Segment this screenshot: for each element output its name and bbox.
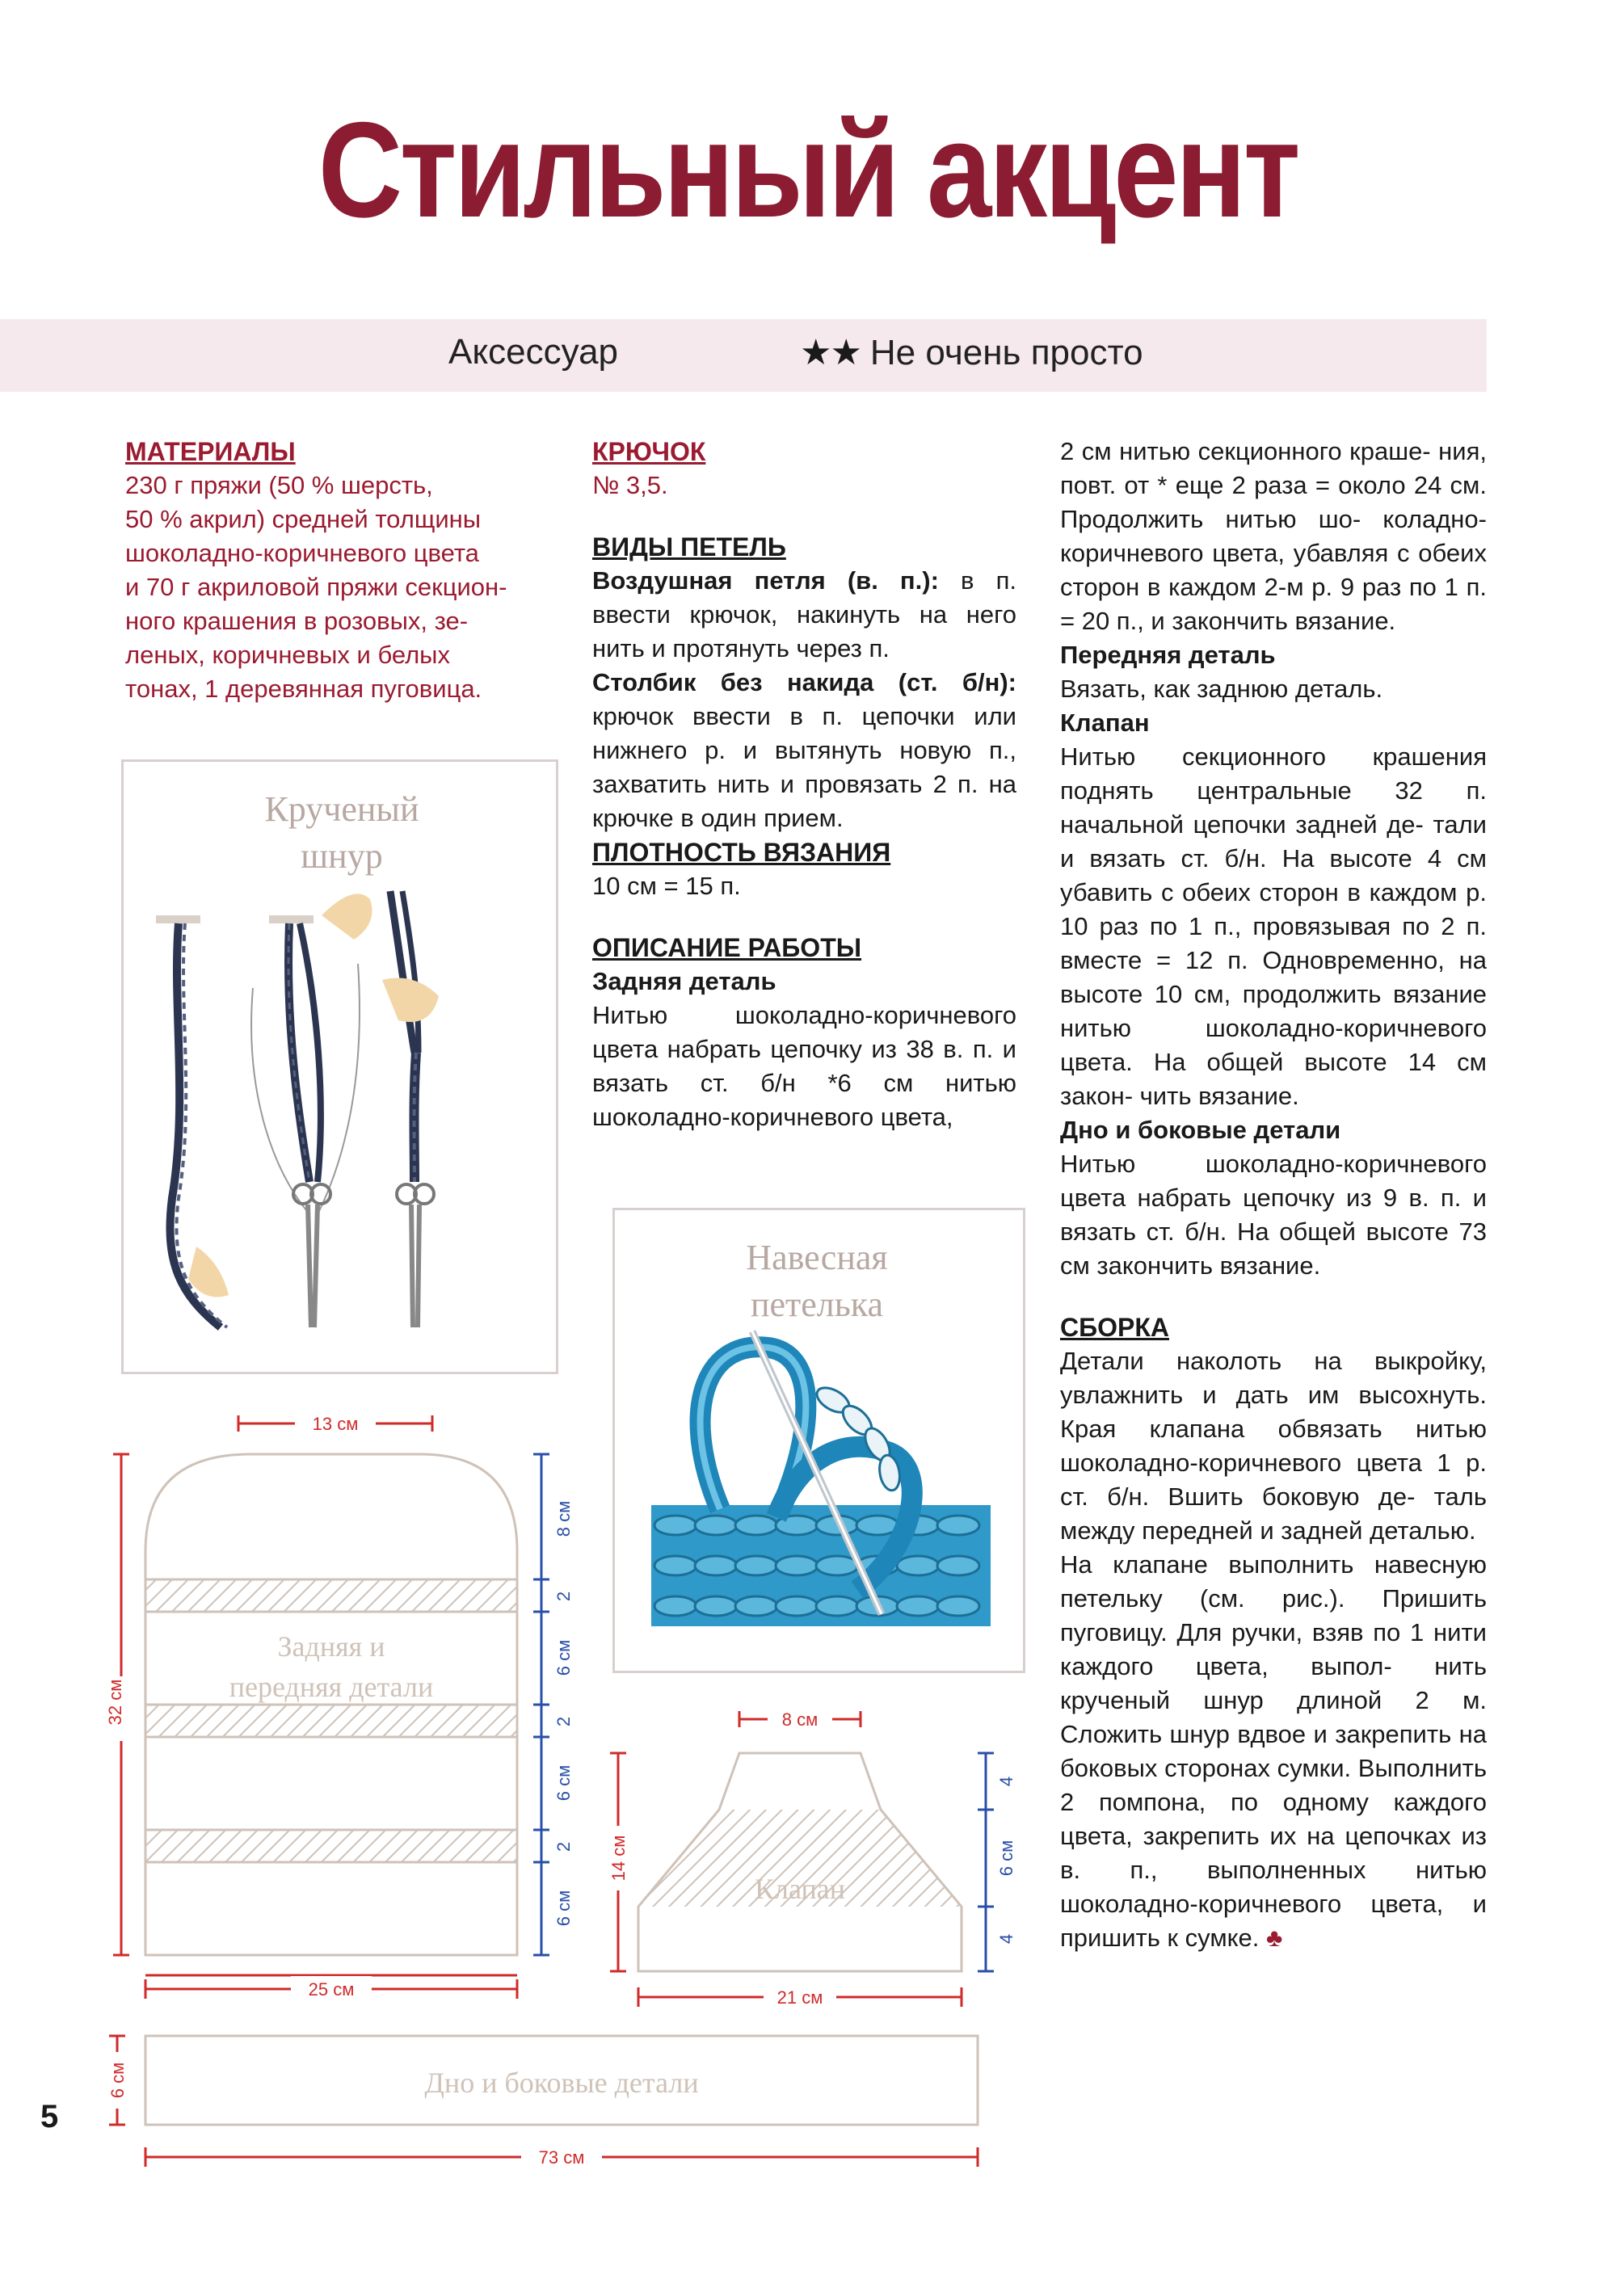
- materials-line: тонах, 1 деревянная пуговица.: [125, 675, 482, 703]
- chain-stitch-text: в п. ввести крючок, накинуть на него нить и протянуть через п.: [592, 566, 1016, 662]
- twisted-cord-illustration: [124, 762, 556, 1372]
- flap-segment-label: 4: [996, 1776, 1016, 1787]
- flap-label: Клапан: [755, 1873, 845, 1905]
- front-part-title: Передняя деталь: [1060, 641, 1276, 669]
- chain-stitch-desc: [592, 564, 1016, 666]
- back-front-schematic: [97, 1398, 614, 1979]
- bottom-text: Нитью шоколадно-коричневого цвета набрать цепочку из 9 в. п. и вязать ст. б/н. На общей высоте 73 см закончить вязание.: [1060, 1150, 1487, 1280]
- main-bottom-width-label: 25 см: [308, 1979, 355, 2000]
- loop-label-line: Навесная: [746, 1238, 888, 1277]
- instructions-column-3: [1060, 435, 1487, 1955]
- sc-stitch-title: Столбик без накида (ст. б/н):: [592, 668, 1016, 696]
- assembly-heading: СБОРКА: [1060, 1313, 1169, 1342]
- star-icon: ★★: [800, 333, 861, 372]
- bottom-title: Дно и боковые детали: [1060, 1116, 1341, 1144]
- flap-segment-label: 6 см: [996, 1840, 1016, 1877]
- end-mark-icon: ♣: [1266, 1924, 1283, 1952]
- assembly-text-1: Детали наколоть на выкройку, увлажнить и дать им высохнуть. Края клапана обвязать нитью шоколадно-коричневого цвета 1 р. ст. б/н. Вшить боковую де- таль между передней и задней деталью.: [1060, 1347, 1487, 1545]
- materials-heading: МАТЕРИАЛЫ: [125, 437, 296, 466]
- difficulty-text: Не очень просто: [869, 333, 1143, 372]
- flap-bottom-width-label: 21 см: [776, 1987, 823, 2008]
- main-segment-label: 6 см: [553, 1639, 574, 1676]
- main-bottom-dimension: [97, 1971, 614, 2012]
- difficulty-label: [800, 332, 1143, 373]
- page-number: 5: [40, 2099, 59, 2134]
- materials-line: и 70 г акриловой пряжи секцион-: [125, 573, 507, 601]
- gauge-value: 10 см = 15 п.: [592, 872, 741, 900]
- materials-line: леных, коричневых и белых: [125, 641, 450, 669]
- flap-text: Нитью секционного крашения поднять центральные 32 п. начальной цепочки задней де- тали и вязать ст. б/н. На высоте 4 см убавить с обеих сторон в каждом р. 10 раз по 1 п., провязывая по 2 п. вместе = 12 п. Одновременно, на высоте 10 см, продолжить вязание нитью шоколадно-коричневого цвета. На общей высоте 14 см закон- чить вязание.: [1060, 742, 1487, 1110]
- stitches-heading: ВИДЫ ПЕТЕЛЬ: [592, 532, 786, 561]
- main-part-label: Задняя и: [277, 1630, 385, 1663]
- strip-label: Дно и боковые детали: [424, 2067, 699, 2099]
- strip-width-label: 73 см: [538, 2147, 585, 2168]
- hanging-loop-figure: [612, 1208, 1025, 1673]
- bottom-strip-schematic: [97, 2020, 1002, 2181]
- main-segment-label: 2: [553, 1716, 574, 1727]
- category-band: [0, 319, 1487, 392]
- back-part-text: Нитью шоколадно-коричневого цвета набрать цепочку из 38 в. п. и вязать ст. б/н *6 см нитью шоколадно-коричневого цвета,: [592, 1001, 1016, 1131]
- main-top-width-label: 13 см: [312, 1414, 359, 1434]
- flap-segment-label: 4: [996, 1933, 1016, 1945]
- twisted-cord-figure: [121, 759, 558, 1374]
- flap-height-label: 14 см: [608, 1835, 629, 1882]
- flap-title: Клапан: [1060, 709, 1150, 737]
- materials-text: [125, 469, 553, 706]
- back-part-title: Задняя деталь: [592, 967, 776, 995]
- loop-label-line: петелька: [750, 1285, 884, 1324]
- front-part-text: Вязать, как заднюю деталь.: [1060, 675, 1383, 703]
- strip-height-label: 6 см: [107, 2062, 128, 2099]
- main-part-label: передняя детали: [229, 1671, 434, 1703]
- flap-schematic: [606, 1697, 1026, 2020]
- back-part-continued: 2 см нитью секционного краше- ния, повт. от * еще 2 раза = около 24 см. Продолжить нитью шо- коладно-коричневого цвета, убавляя с обеих сторон в каждом 2-м р. 9 раз по 1 п. = 20 п., и закончить вязание.: [1060, 437, 1487, 635]
- chain-stitch-title: Воздушная петля (в. п.):: [592, 566, 939, 595]
- flap-top-width-label: 8 см: [781, 1709, 819, 1730]
- materials-line: 50 % акрил) средней толщины: [125, 505, 482, 533]
- main-segment-label: 6 см: [553, 1764, 574, 1802]
- gauge-heading: ПЛОТНОСТЬ ВЯЗАНИЯ: [592, 838, 891, 867]
- main-segment-label: 2: [553, 1591, 574, 1602]
- materials-section: [125, 435, 553, 706]
- main-segment-label: 8 см: [553, 1500, 574, 1537]
- materials-line: ного крашения в розовых, зе-: [125, 607, 469, 635]
- hanging-loop-illustration: [615, 1210, 1023, 1671]
- instructions-column-2: [592, 435, 1016, 1134]
- hook-value: № 3,5.: [592, 471, 668, 499]
- work-heading: ОПИСАНИЕ РАБОТЫ: [592, 933, 862, 962]
- materials-line: шоколадно-коричневого цвета: [125, 539, 479, 567]
- main-segment-label: 6 см: [553, 1890, 574, 1927]
- page-title: Стильный акцент: [318, 94, 1298, 246]
- assembly-text-2: [1060, 1548, 1487, 1955]
- cord-label-line: шнур: [301, 836, 383, 876]
- hook-heading: КРЮЧОК: [592, 437, 706, 466]
- materials-line: 230 г пряжи (50 % шерсть,: [125, 471, 433, 499]
- main-height-label: 32 см: [105, 1679, 125, 1726]
- category-label: Аксессуар: [448, 332, 619, 372]
- sc-stitch-text: крючок ввести в п. цепочки или нижнего р. и вытянуть новую п., захватить нить и провязать 2 п. на крючке в один прием.: [592, 702, 1016, 832]
- cord-label-line: Крученый: [264, 789, 419, 829]
- main-segment-label: 2: [553, 1841, 574, 1852]
- assembly-text-2-body: На клапане выполнить навесную петельку (см. рис.). Пришить пуговицу. Для ручки, взяв по 1 нити каждого цвета, выпол- нить крученый шнур длиной 2 м. Сложить шнур вдвое и закрепить на боковых сторонах сумки. Выполнить 2 помпона, по одному каждого цвета, закрепить их на цепочках из в. п., выполненных нитью шоколадно-коричневого цвета, и пришить к сумке.: [1060, 1550, 1487, 1952]
- sc-stitch-desc: [592, 666, 1016, 835]
